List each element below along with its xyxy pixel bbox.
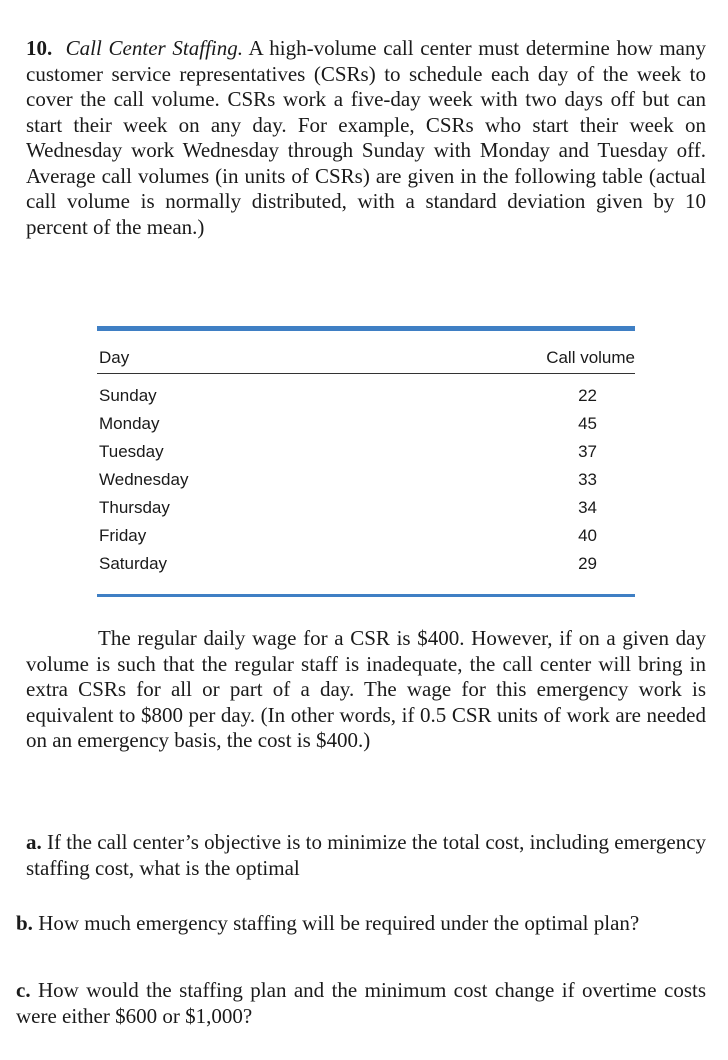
- row-volume: 40: [578, 526, 597, 545]
- table-row: [97, 386, 635, 414]
- table-row: [97, 414, 635, 442]
- problem-title: Call Center Staffing.: [65, 36, 243, 60]
- table-header: [97, 331, 635, 365]
- row-day: Wednesday: [99, 470, 189, 489]
- question-c-label: c.: [16, 978, 31, 1002]
- header-call-volume: Call volume: [546, 348, 635, 367]
- row-day: Tuesday: [99, 442, 164, 461]
- table-row: [97, 442, 635, 470]
- table-bottom-rule: [97, 594, 635, 597]
- question-a: [26, 830, 706, 881]
- problem-intro: [26, 36, 706, 240]
- question-c: [16, 978, 706, 1029]
- row-day: Thursday: [99, 498, 170, 517]
- row-day: Monday: [99, 414, 160, 433]
- wage-paragraph: The regular daily wage for a CSR is $400. However, if on a given day volume is such that the regular staff is inadequate, the call center will bring in extra CSRs for all or part of a day. The wage for this emergency work is equivalent to $800 per day. (In other words, if 0.5 CSR units of work are needed on an emergency basis, the cost is $400.): [26, 626, 706, 752]
- problem-intro-text: A high-volume call center must determine how many customer service representatives (CSRs) to schedule each day of the week to cover the call volume. CSRs work a five-day week with two days off but can start their week on any day. For example, CSRs who start their week on Wednesday work Wednesday through Sunday with Monday and Tuesday off. Average call volumes (in units of CSRs) are given in the following table (actual call volume is normally distributed, with a standard deviation given by 10 percent of the mean.): [26, 36, 706, 239]
- row-volume: 37: [578, 442, 597, 461]
- row-volume: 45: [578, 414, 597, 433]
- question-b-text: How much emergency staffing will be required under the optimal plan?: [38, 911, 640, 935]
- row-volume: 29: [578, 554, 597, 573]
- problem-number: 10.: [26, 36, 53, 60]
- question-c-text: How would the staffing plan and the minimum cost change if overtime costs were either $600 or $1,000?: [16, 978, 707, 1028]
- row-day: Saturday: [99, 554, 168, 573]
- row-day: Sunday: [99, 386, 157, 405]
- question-a-label: a.: [26, 830, 42, 854]
- table-body: [97, 374, 635, 582]
- row-day: Friday: [99, 526, 147, 545]
- table-row: [97, 498, 635, 526]
- header-day: Day: [99, 348, 130, 367]
- table-row: [97, 470, 635, 498]
- row-volume: 34: [578, 498, 597, 517]
- question-a-text: If the call center’s objective is to minimize the total cost, including emergency staffing cost, what is the optimal: [26, 830, 707, 880]
- question-b-label: b.: [16, 911, 33, 935]
- call-volume-table: [97, 326, 635, 597]
- table-row: [97, 554, 635, 582]
- table-row: [97, 526, 635, 554]
- question-b: [16, 911, 706, 937]
- row-volume: 22: [578, 386, 597, 405]
- row-volume: 33: [578, 470, 597, 489]
